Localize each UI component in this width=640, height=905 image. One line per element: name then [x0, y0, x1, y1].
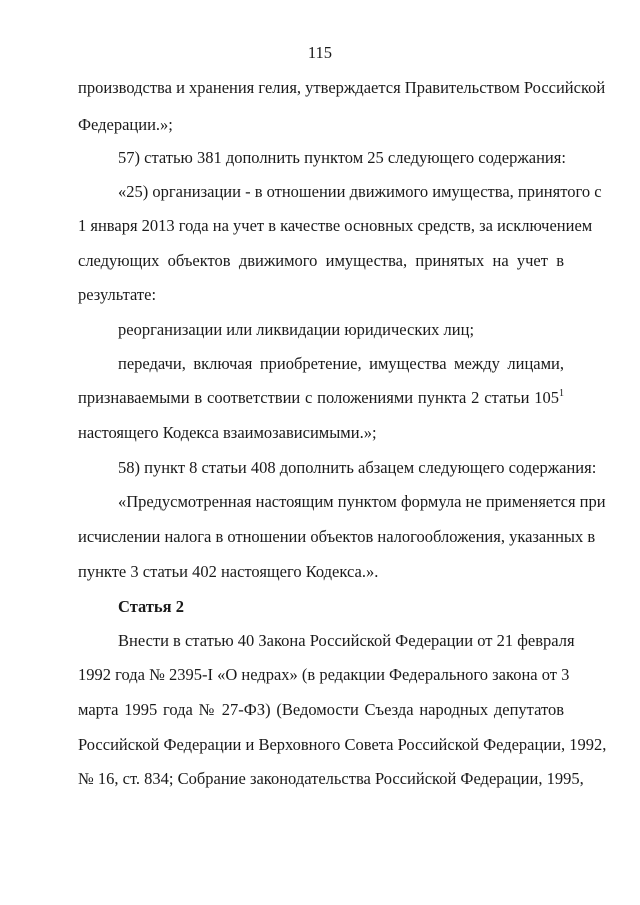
- text-line: [118, 354, 564, 374]
- text-line: [118, 148, 564, 168]
- text-line: [118, 631, 575, 651]
- line-text: 58) пункт 8 статьи 408 дополнить абзацем следующего содержания:: [118, 458, 597, 477]
- text-line: [78, 527, 596, 547]
- text-line: [78, 115, 564, 135]
- line-text: № 16, ст. 834; Собрание законодательства Российской Федерации, 1995,: [78, 769, 584, 788]
- text-line: [78, 78, 606, 98]
- line-text: пункте 3 статьи 402 настоящего Кодекса.».: [78, 562, 379, 581]
- text-line: [78, 665, 570, 685]
- line-text: передачи, включая приобретение, имущества между лицами,: [118, 354, 564, 373]
- line-text: признаваемыми в соответствии с положениями пункта 2 статьи 105: [78, 388, 559, 407]
- line-text: исчислении налога в отношении объектов налогообложения, указанных в: [78, 527, 596, 546]
- line-text: «25) организации - в отношении движимого имущества, принятого с: [118, 182, 602, 201]
- line-text: марта 1995 года № 27-ФЗ) (Ведомости Съезда народных депутатов: [78, 700, 564, 719]
- text-line: [78, 216, 593, 236]
- line-text: 1 января 2013 года на учет в качестве основных средств, за исключением: [78, 216, 593, 235]
- line-text: Федерации.»;: [78, 115, 173, 134]
- line-text: 1992 года № 2395-I «О недрах» (в редакции Федерального закона от 3: [78, 665, 570, 684]
- text-line: [78, 735, 607, 755]
- line-text: «Предусмотренная настоящим пунктом формула не применяется при: [118, 492, 606, 511]
- text-line: [78, 423, 564, 443]
- line-text: реорганизации или ликвидации юридических лиц;: [118, 320, 475, 339]
- text-line: [78, 700, 564, 720]
- text-line: [118, 458, 597, 478]
- superscript: 1: [559, 388, 564, 399]
- line-text: следующих объектов движимого имущества, принятых на учет в: [78, 251, 564, 270]
- text-line: [78, 388, 564, 408]
- text-line: [118, 320, 564, 340]
- line-text: настоящего Кодекса взаимозависимыми.»;: [78, 423, 377, 442]
- page-number: 115: [307, 43, 333, 62]
- text-line: [78, 285, 564, 305]
- text-line: [78, 769, 584, 789]
- line-text: производства и хранения гелия, утверждается Правительством Российской: [78, 78, 606, 97]
- article-heading: [118, 597, 564, 617]
- line-text: результате:: [78, 285, 157, 304]
- text-line: [118, 182, 602, 202]
- text-line: [78, 562, 564, 582]
- line-text: Российской Федерации и Верховного Совета Российской Федерации, 1992,: [78, 735, 607, 754]
- line-text: 57) статью 381 дополнить пунктом 25 следующего содержания:: [118, 148, 566, 167]
- text-line: [118, 492, 606, 512]
- line-text: Статья 2: [118, 597, 184, 616]
- line-text: Внести в статью 40 Закона Российской Федерации от 21 февраля: [118, 631, 575, 650]
- text-line: [78, 251, 564, 271]
